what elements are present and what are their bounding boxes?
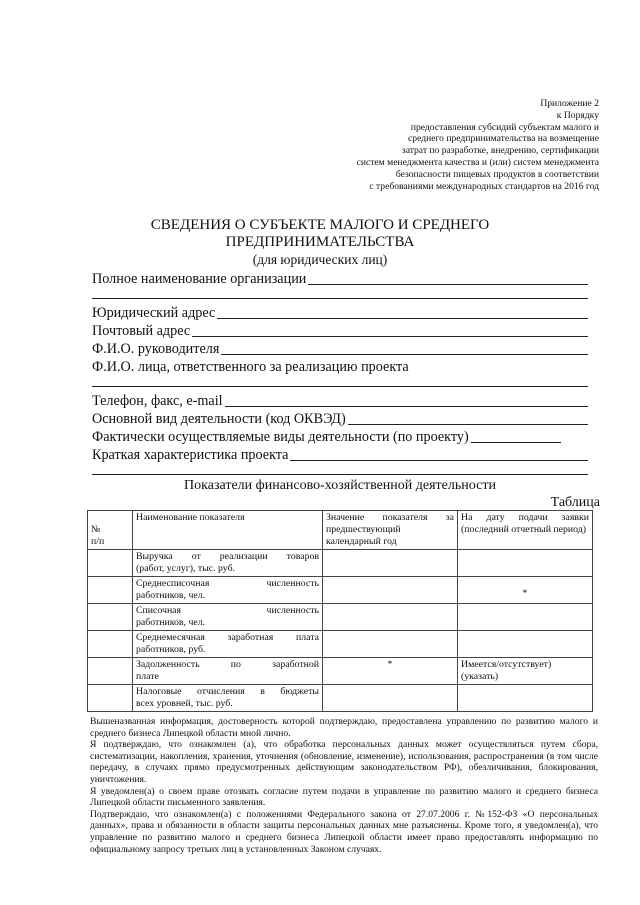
- row-name-cell: [133, 631, 323, 658]
- row-name-line1: Списочная численность: [136, 605, 319, 616]
- actual-activities-field[interactable]: [92, 426, 588, 445]
- legal-address-label: Юридический адрес: [92, 305, 216, 321]
- consent-text: [90, 716, 598, 855]
- appendix-header: [299, 98, 599, 192]
- table-row: [88, 658, 593, 685]
- main-activity-field[interactable]: [92, 408, 588, 427]
- appendix-line: среднего предпринимательства на возмещение: [408, 133, 599, 145]
- row-name-line1: Налоговые отчисления в бюджеты: [136, 686, 319, 697]
- row-current-cell[interactable]: [458, 604, 593, 631]
- row-num-cell: [88, 685, 133, 712]
- row-prev-cell[interactable]: [323, 631, 458, 658]
- row-current-cell[interactable]: [458, 631, 593, 658]
- legal-address-field[interactable]: [92, 302, 588, 321]
- appendix-line: затрат по разработке, внедрению, сертификации: [401, 145, 599, 157]
- row-name-line2: работников, руб.: [136, 644, 206, 655]
- director-label: Ф.И.О. руководителя: [92, 341, 220, 357]
- row-name-line1: Среднемесячная заработная плата: [136, 632, 319, 643]
- table-row: [88, 550, 593, 577]
- row-prev-cell[interactable]: [323, 658, 458, 685]
- main-activity-label: Основной вид деятельности (код ОКВЭД): [92, 411, 346, 427]
- fill-line[interactable]: [192, 323, 588, 337]
- row-name-line1: Выручка от реализации товаров: [136, 551, 319, 562]
- appendix-line: предоставления субсидий субъектам малого и: [410, 121, 599, 133]
- table-row: [88, 577, 593, 604]
- table-row: [88, 685, 593, 712]
- consent-paragraph: Вышеназванная информация, достоверность которой подтверждаю, предоставлена управлению по развитию малого и среднего бизнеса Липецкой области мной лично.: [90, 716, 598, 739]
- appendix-line: безопасности пищевых продуктов в соответствии: [395, 168, 599, 180]
- row-name-cell: [133, 658, 323, 685]
- row-name-line2: работников, чел.: [136, 590, 206, 601]
- consent-paragraph: Подтверждаю, что ознакомлен(а) с положениями Федерального закона от 27.07.2006 г. №152-ФЗ «О персональных данных», права и обязанности в области защиты персональных данных мне разъяснены. Кроме того, я уведомлен(а), что управление по развитию малого и среднего бизнеса Липецкой области имеет право предоставлять информацию по официальному запросу третьих лиц в установленных Законом случаях.: [90, 808, 598, 855]
- row-name-line1: Задолженность по заработной: [136, 659, 319, 670]
- row-current-line2: (указать): [461, 671, 499, 682]
- row-name-cell: [133, 685, 323, 712]
- row-current-line1: Имеется/отсутствует): [461, 659, 552, 670]
- actual-activities-label: Фактически осуществляемые виды деятельности (по проекту): [92, 429, 469, 445]
- header-num-line1: №: [91, 524, 101, 535]
- row-num-cell: [88, 577, 133, 604]
- header-num-cell: [88, 511, 133, 550]
- row-current-cell[interactable]: [458, 550, 593, 577]
- row-prev-cell[interactable]: [323, 685, 458, 712]
- fill-line[interactable]: [92, 298, 588, 299]
- row-name-cell: [133, 550, 323, 577]
- header-current-cell: На дату подачи заявки (последний отчетный период): [458, 511, 593, 550]
- fill-line[interactable]: [471, 429, 561, 443]
- table-header-row: [88, 511, 593, 550]
- document-subtitle: (для юридических лиц): [252, 252, 388, 267]
- director-field[interactable]: [92, 338, 588, 357]
- fill-line[interactable]: [348, 411, 588, 425]
- fill-line[interactable]: [221, 341, 588, 355]
- phone-field[interactable]: [92, 390, 588, 409]
- row-name-line1: Среднесписочная численность: [136, 578, 319, 589]
- fill-line[interactable]: [225, 393, 588, 407]
- responsible-label: Ф.И.О. лица, ответственного за реализацию проекта: [92, 359, 409, 375]
- phone-label: Телефон, факс, e-mail: [92, 393, 223, 409]
- table-row: [88, 604, 593, 631]
- full-name-field[interactable]: [92, 268, 588, 287]
- row-name-cell: [133, 577, 323, 604]
- header-prev-cell: Значение показателя за предшествующий календарный год: [323, 511, 458, 550]
- fill-line[interactable]: [217, 305, 588, 319]
- asterisk-mark: *: [522, 588, 528, 599]
- row-name-line2: плате: [136, 671, 159, 682]
- appendix-line: с требованиями международных стандартов на 2016 год: [369, 180, 599, 192]
- asterisk-mark: *: [387, 659, 393, 670]
- postal-address-label: Почтовый адрес: [92, 323, 191, 339]
- table-row: [88, 631, 593, 658]
- responsible-field[interactable]: [92, 356, 588, 375]
- header-num-line2: п/п: [91, 536, 105, 547]
- consent-paragraph: Я уведомлен(а) о своем праве отозвать согласие путем подачи в управление по развитию малого и среднего бизнеса Липецкой области письменного заявления.: [90, 785, 598, 809]
- row-num-cell: [88, 550, 133, 577]
- row-name-line2: всех уровней, тыс. руб.: [136, 698, 233, 709]
- row-current-cell[interactable]: [458, 658, 593, 685]
- row-current-cell[interactable]: [458, 685, 593, 712]
- row-prev-cell[interactable]: [323, 604, 458, 631]
- row-num-cell: [88, 631, 133, 658]
- row-prev-cell[interactable]: [323, 577, 458, 604]
- appendix-line: Приложение 2: [540, 98, 599, 109]
- row-name-cell: [133, 604, 323, 631]
- row-num-cell: [88, 604, 133, 631]
- document-title-line2: ПРЕДПРИНИМАТЕЛЬСТВА: [225, 234, 415, 250]
- row-num-cell: [88, 658, 133, 685]
- row-prev-cell[interactable]: [323, 550, 458, 577]
- fill-line[interactable]: [308, 271, 588, 285]
- header-name-cell: Наименование показателя: [133, 511, 323, 550]
- table-label: Таблица: [550, 495, 600, 510]
- postal-address-field[interactable]: [92, 320, 588, 339]
- appendix-line: к Порядку: [556, 109, 599, 121]
- fill-line[interactable]: [290, 447, 588, 461]
- row-name-line2: (работ, услуг), тыс. руб.: [136, 563, 236, 574]
- full-name-label: Полное наименование организации: [92, 271, 307, 287]
- fill-line[interactable]: [92, 386, 588, 387]
- section-title: Показатели финансово-хозяйственной деятельности: [184, 478, 496, 493]
- row-current-cell[interactable]: [458, 577, 593, 604]
- row-name-line2: работников, чел.: [136, 617, 206, 628]
- financial-table: [87, 510, 593, 712]
- appendix-line: систем менеджмента качества и (или) систем менеджмента: [356, 156, 599, 168]
- project-summary-label: Краткая характеристика проекта: [92, 447, 289, 463]
- fill-line[interactable]: [92, 474, 588, 475]
- document-title-line1: СВЕДЕНИЯ О СУБЪЕКТЕ МАЛОГО И СРЕДНЕГО: [150, 217, 490, 233]
- project-summary-field[interactable]: [92, 444, 588, 463]
- consent-paragraph: Я подтверждаю, что ознакомлен (а), что обработка персональных данных может осуществляться путем сбора, систематизации, накопления, хранения, уточнения (обновление, изменение), использования, распространения (в том числе передачу, в случаях прямо предусмотренных действующим законодательством РФ), обезличивания, блокирования, уничтожения.: [90, 739, 598, 785]
